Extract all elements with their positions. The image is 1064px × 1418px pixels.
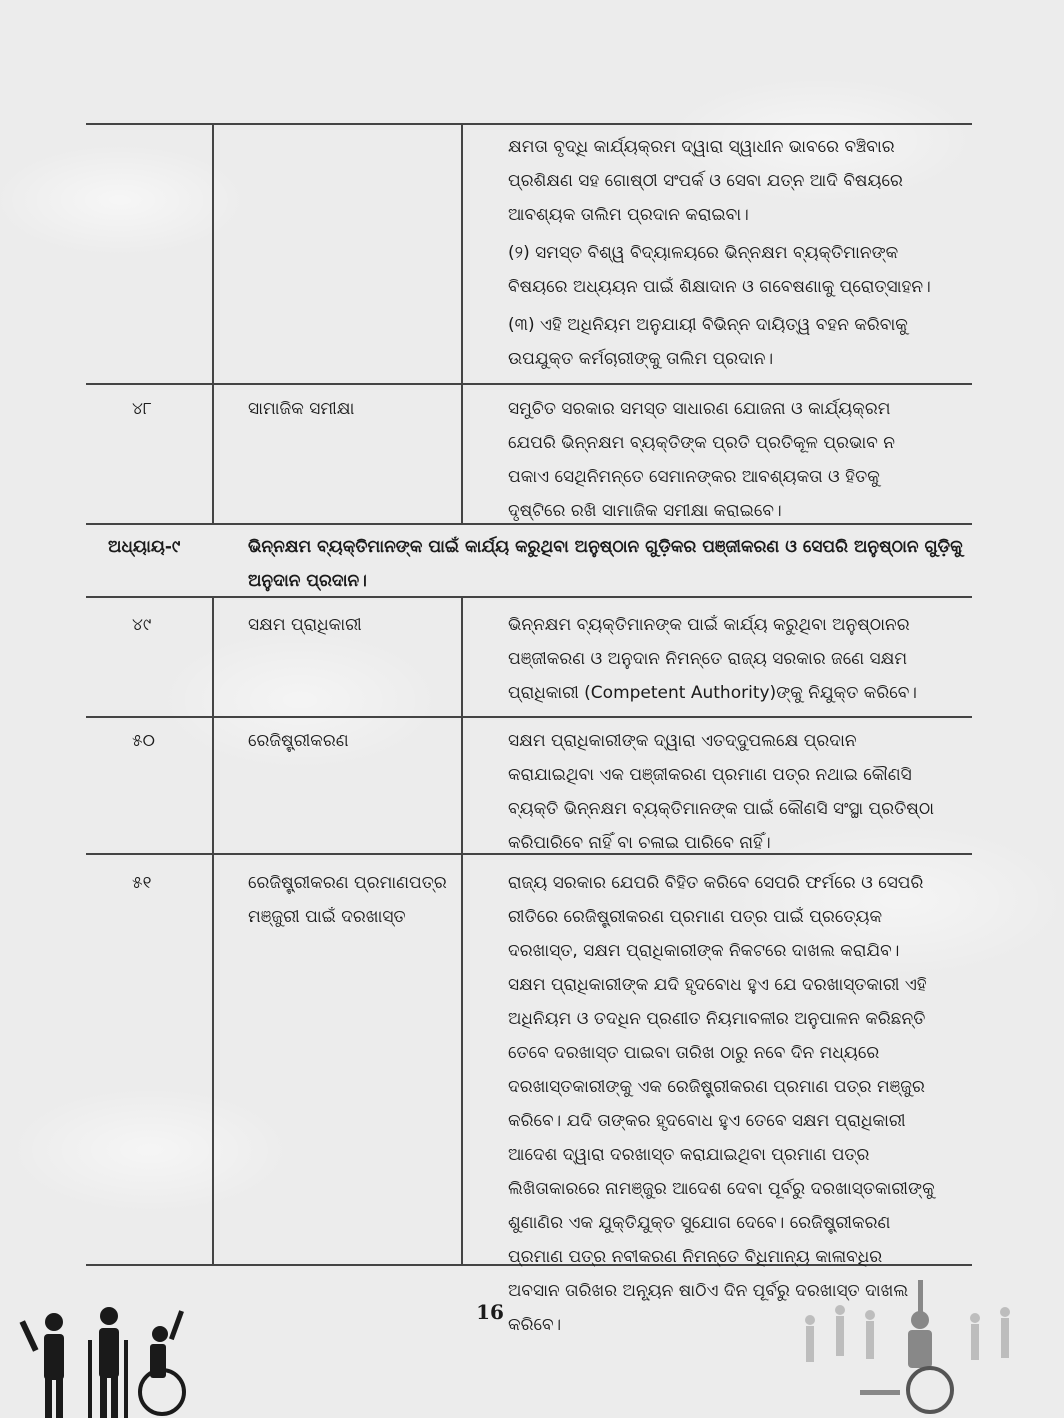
table-top-rule — [86, 123, 972, 125]
table-rule-50 — [86, 716, 972, 718]
section-title: ରେଜିଷ୍ଟ୍ରୀକରଣ ପ୍ରମାଣପତ୍ର ମଞ୍ଜୁରୀ ପାଇଁ ଦରଖାସ୍ତ — [248, 873, 447, 927]
section-number: ୫୦ — [132, 731, 155, 751]
description-paragraph: (୩) ଏହି ଅଧିନିୟମ ଅନୁଯାୟୀ ବିଭିନ୍ନ ଦାୟିତ୍ୱ ବହନ କରିବାକୁ ଉପଯୁକ୍ତ କର୍ମଚାରୀଙ୍କୁ ତାଲିମ ପ୍ରଦାନ। — [508, 315, 908, 369]
column-divider-1 — [212, 596, 214, 1264]
column-divider-2 — [461, 596, 463, 1264]
section-number: ୫୧ — [132, 873, 152, 893]
column-divider-1 — [212, 123, 214, 523]
chapter-label: ଅଧ୍ୟାୟ-୯ — [108, 537, 181, 557]
section-title: ରେଜିଷ୍ଟ୍ରୀକରଣ — [248, 731, 349, 751]
row-description: ସକ୍ଷମ ପ୍ରାଧିକାରୀଙ୍କ ଦ୍ୱାରା ଏତଦ୍‌ଦୁପଲକ୍ଷେ ପ୍ରଦାନ କରାଯାଇଥିବା ଏକ ପଞ୍ଜୀକରଣ ପ୍ରମାଣ ପତ୍ର ନଥାଇ କୌଣସି ବ୍ୟକ୍ତି ଭିନ୍ନକ୍ଷମ ବ୍ୟକ୍ତିମାନଙ୍କ ପାଇଁ କୌଣସି ସଂସ୍ଥା ପ୍ରତିଷ୍ଠା କରିପାରିବେ ନାହିଁ ବା ଚଳାଇ ପାରିବେ ନାହିଁ। — [508, 731, 935, 853]
section-title: ସାମାଜିକ ସମୀକ୍ଷା — [248, 399, 355, 419]
section-number: ୪୮ — [132, 399, 152, 419]
disability-figures-icon — [14, 1300, 189, 1418]
row-description — [508, 130, 938, 376]
row-description: ଭିନ୍ନକ୍ଷମ ବ୍ୟକ୍ତିମାନଙ୍କ ପାଇଁ କାର୍ଯ୍ୟ କରୁଥିବା ଅନୁଷ୍ଠାନର ପଞ୍ଜୀକରଣ ଓ ଅନୁଦାନ ନିମନ୍ତେ ରାଜ୍ୟ ସରକାର ଜଣେ ସକ୍ଷମ ପ୍ରାଧିକାରୀ (Competent Authority)ଙ୍କୁ ନିଯୁକ୍ତ କରିବେ। — [508, 615, 917, 703]
description-paragraph: କ୍ଷମତା ବୃଦ୍ଧି କାର୍ଯ୍ୟକ୍ରମ ଦ୍ୱାରା ସ୍ୱାଧୀନ ଭାବରେ ବଞ୍ଚିବାର ପ୍ରଶିକ୍ଷଣ ସହ ଗୋଷ୍ଠୀ ସଂପର୍କ ଓ ସେବା ଯତ୍ନ ଆଦି ବିଷୟରେ ଆବଶ୍ୟକ ତାଲିମ ପ୍ରଦାନ କରାଇବା। — [508, 137, 903, 225]
section-title: ସକ୍ଷମ ପ୍ରାଧିକାରୀ — [248, 615, 362, 635]
page-number: 16 — [476, 1300, 504, 1324]
row-description: ରାଜ୍ୟ ସରକାର ଯେପରି ବିହିତ କରିବେ ସେପରି ଫର୍ମରେ ଓ ସେପରି ରୀତିରେ ରେଜିଷ୍ଟ୍ରୀକରଣ ପ୍ରମାଣ ପତ୍ର ପାଇଁ ପ୍ରତ୍ୟେକ ଦରଖାସ୍ତ, ସକ୍ଷମ ପ୍ରାଧିକାରୀଙ୍କ ନିକଟରେ ଦାଖଲ କରାଯିବ। ସକ୍ଷମ ପ୍ରାଧିକାରୀଙ୍କ ଯଦି ହୃଦବୋଧ ହୁଏ ଯେ ଦରଖାସ୍ତକାରୀ ଏହି ଅଧିନିୟମ ଓ ତଦଧିନ ପ୍ରଣୀତ ନିୟମାବଳୀର ଅନୁପାଳନ କରିଛନ୍ତି ତେବେ ଦରଖାସ୍ତ ପାଇବା ତାରିଖ ଠାରୁ ନବେ ଦିନ ମଧ୍ୟରେ ଦରଖାସ୍ତକାରୀଙ୍କୁ ଏକ ରେଜିଷ୍ଟ୍ରୀକରଣ ପ୍ରମାଣ ପତ୍ର ମଞ୍ଜୁର କରିବେ। ଯଦି ତାଙ୍କର ହୃଦବୋଧ ହୁଏ ତେବେ ସକ୍ଷମ ପ୍ରାଧିକାରୀ ଆଦେଶ ଦ୍ୱାରା ଦରଖାସ୍ତ କରାଯାଇଥିବା ପ୍ରମାଣ ପତ୍ର ଲିଖିତାକାରରେ ନାମଞ୍ଜୁର ଆଦେଶ ଦେବା ପୂର୍ବରୁ ଦରଖାସ୍ତକାରୀଙ୍କୁ ଶୁଣାଣିର ଏକ ଯୁକ୍ତିଯୁକ୍ତ ସୁଯୋଗ ଦେବେ। ରେଜିଷ୍ଟ୍ରୀକରଣ ପ୍ରମାଣ ପତ୍ର ନବୀକରଣ ନିମନ୍ତେ ବିଧିମାନ୍ୟ କାଳାବଧିର ଅବସାନ ତାରିଖର ଅନ୍ୟୂନ ଷାଠିଏ ଦିନ ପୂର୍ବରୁ ଦରଖାସ୍ତ ଦାଖଲ କରିବେ। — [508, 873, 935, 1335]
column-divider-2 — [461, 123, 463, 523]
wheelchair-torch-bearer-icon — [790, 1270, 1035, 1418]
row-description: ସମୁଚିତ ସରକାର ସମସ୍ତ ସାଧାରଣ ଯୋଜନା ଓ କାର୍ଯ୍ୟକ୍ରମ ଯେପରି ଭିନ୍ନକ୍ଷମ ବ୍ୟକ୍ତିଙ୍କ ପ୍ରତି ପ୍ରତିକୂଳ ପ୍ରଭାବ ନ ପକାଏ ସେଥିନିମନ୍ତେ ସେମାନଙ୍କର ଆବଶ୍ୟକତା ଓ ହିତକୁ ଦୃଷ୍ଟିରେ ରଖି ସାମାଜିକ ସମୀକ୍ଷା କରାଇବେ। — [508, 399, 895, 521]
chapter-title: ଭିନ୍ନକ୍ଷମ ବ୍ୟକ୍ତିମାନଙ୍କ ପାଇଁ କାର୍ଯ୍ୟ କରୁଥିବା ଅନୁଷ୍ଠାନ ଗୁଡ଼ିକର ପଞ୍ଜୀକରଣ ଓ ସେପରି ଅନୁଷ୍ଠାନ ଗୁଡ଼ିକୁ ଅନୁଦାନ ପ୍ରଦାନ। — [248, 537, 963, 591]
description-paragraph: (୨) ସମସ୍ତ ବିଶ୍ୱ ବିଦ୍ୟାଳୟରେ ଭିନ୍ନକ୍ଷମ ବ୍ୟକ୍ତିମାନଙ୍କ ବିଷୟରେ ଅଧ୍ୟୟନ ପାଇଁ ଶିକ୍ଷାଦାନ ଓ ଗବେଷଣାକୁ ପ୍ରୋତ୍ସାହନ। — [508, 243, 931, 297]
table-rule-48 — [86, 383, 972, 385]
section-number: ୪୯ — [132, 615, 152, 635]
